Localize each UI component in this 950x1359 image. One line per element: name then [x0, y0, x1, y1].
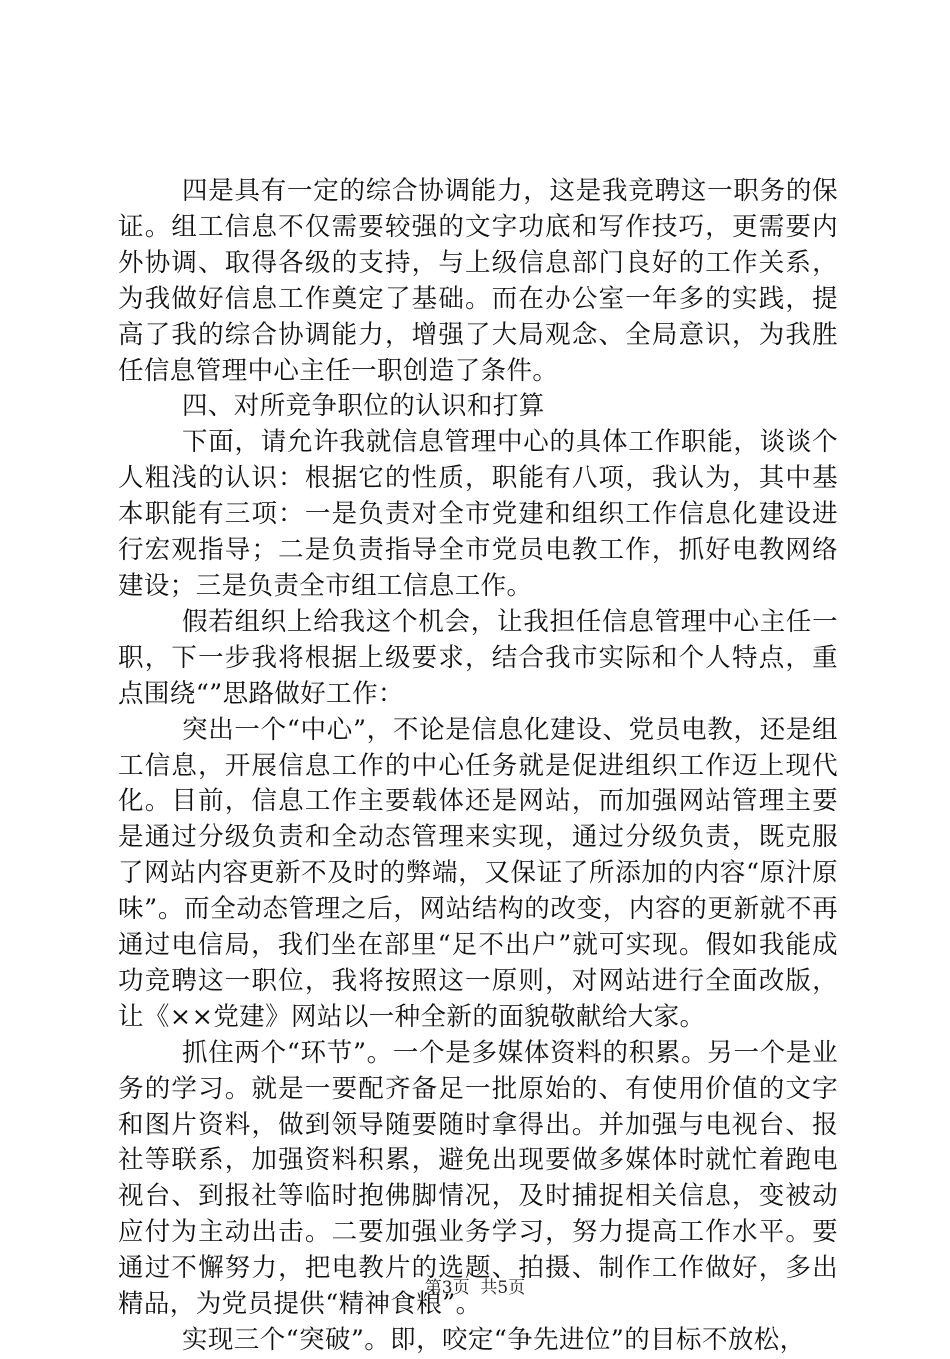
section-heading-position-understanding: 四、对所竞争职位的认识和打算 [182, 391, 545, 422]
paragraph-highlight-center: 突出一个“中心”，不论是信息化建设、党员电教，还是组工信息，开展信息工作的中心任务就是促进组织工作迈上现代化。目前，信息工作主要载体还是网站，而加强网站管理主要是通过分级负责和全动态管理来实现，通过分级负责，既克服了网站内容更新不及时的弊端，又保证了所添加的内容“原汁原味”。而全动态管理之后，网站结构的改变，内容的更新就不再通过电信局，我们坐在部里“足不出户”就可实现。假如我能成功竞聘这一职位，我将按照这一原则，对网站进行全面改版，让《××党建》网站以一种全新的面貌敬献给大家。 [118, 714, 838, 1032]
paragraph-coordination-ability: 四是具有一定的综合协调能力，这是我竞聘这一职务的保证。组工信息不仅需要较强的文字功底和写作技巧，更需要内外协调、取得各级的支持，与上级信息部门良好的工作关系，为我做好信息工作奠定了基础。而在办公室一年多的实践，提高了我的综合协调能力，增强了大局观念、全局意识，为我胜任信息管理中心主任一职创造了条件。 [118, 176, 838, 386]
page-number-footer [0, 1273, 950, 1298]
paragraph-job-functions: 下面，请允许我就信息管理中心的具体工作职能，谈谈个人粗浅的认识：根据它的性质，职能有八项，我认为，其中基本职能有三项：一是负责对全市党建和组织工作信息化建设进行宏观指导；二是负责指导全市党员电教工作，抓好电教网络建设；三是负责全市组工信息工作。 [118, 427, 838, 601]
page-number-label: 第3页 共5页 [424, 1278, 526, 1298]
paragraph-work-plan-intro: 假若组织上给我这个机会，让我担任信息管理中心主任一职，下一步我将根据上级要求，结合我市实际和个人特点，重点围绕“”思路做好工作： [118, 606, 838, 709]
paragraph-grasp-two-links: 抓住两个“环节”。一个是多媒体资料的积累。另一个是业务的学习。就是一要配齐备足一批原始的、有使用价值的文字和图片资料，做到领导随要随时拿得出。并加强与电视台、报社等联系，加强资料积累，避免出现要做多媒体时就忙着跑电视台、到报社等临时抱佛脚情况，及时捕捉相关信息，变被动应付为主动出击。二要加强业务学习，努力提高工作水平。要通过不懈努力，把电教片的选题、拍摄、制作工作做好，多出精品，为党员提供“精神食粮”。 [118, 1037, 838, 1320]
paragraph-three-breakthroughs: 实现三个“突破”。即，咬定“争先进位”的目标不放松， [182, 1325, 806, 1355]
document-body [118, 174, 838, 1359]
